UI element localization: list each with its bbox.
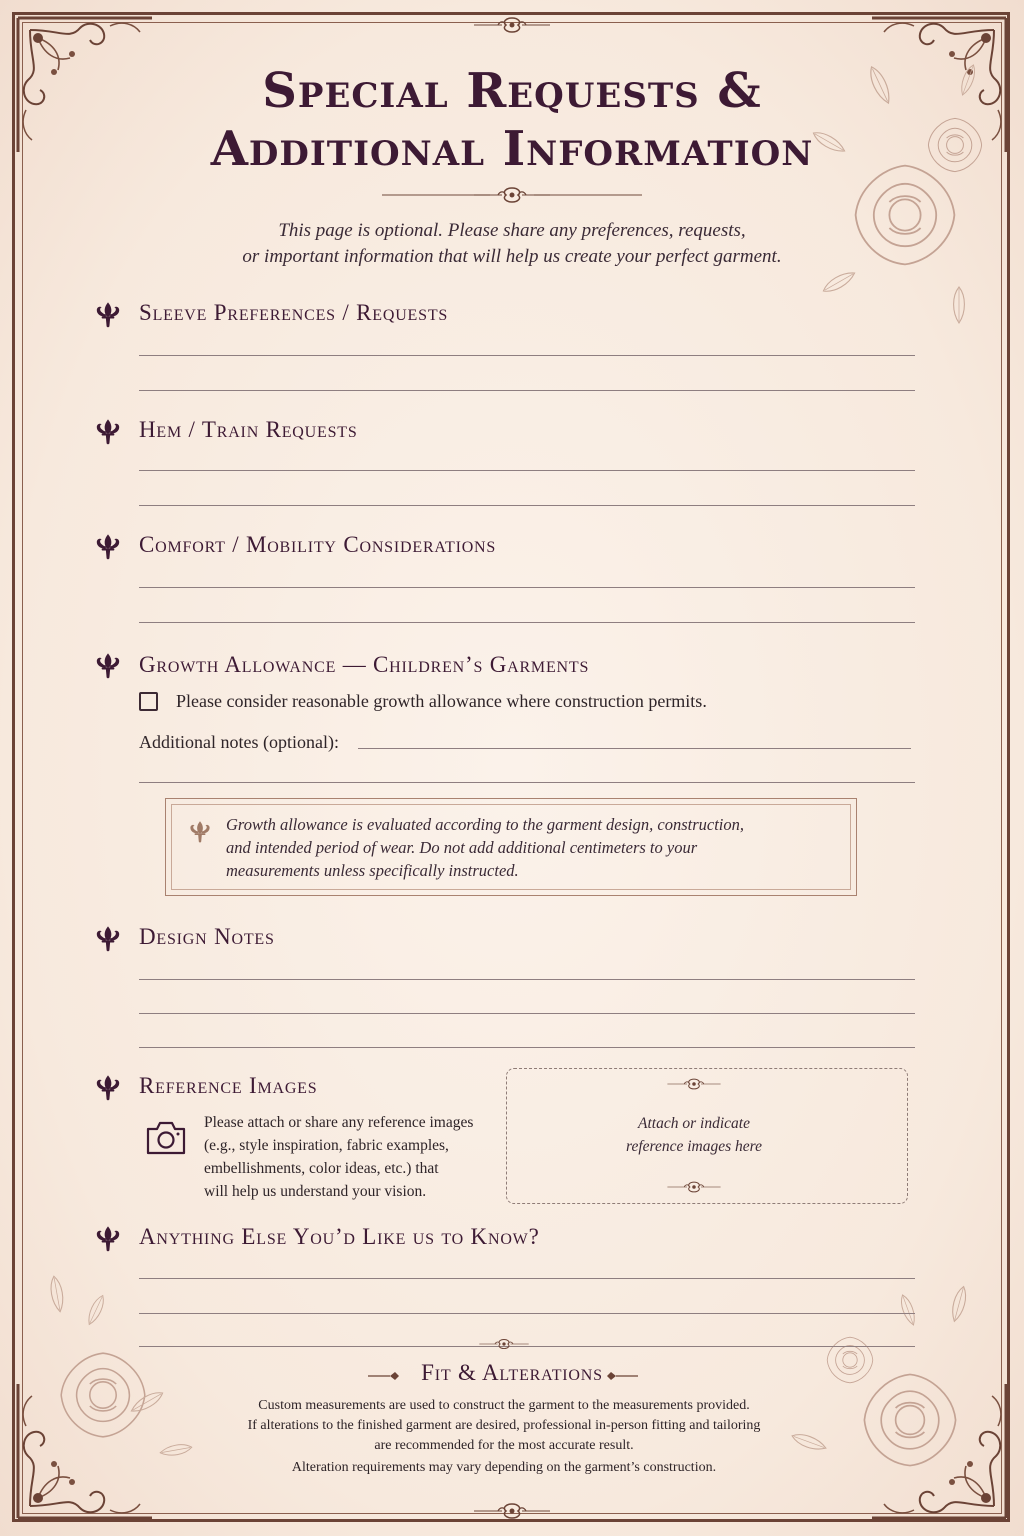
sleeve-writing-line-1[interactable]: [139, 355, 915, 356]
dropzone-text-line-1: Attach or indicate: [638, 1115, 750, 1132]
hem-writing-line-2[interactable]: [139, 505, 915, 506]
reference-text-line-2: (e.g., style inspiration, fabric examples,: [204, 1137, 449, 1154]
fleur-de-lis-icon: [94, 1074, 122, 1102]
fleur-de-lis-icon: [94, 1225, 122, 1253]
page-title-line-2: Additional Information: [210, 121, 814, 177]
fleur-de-lis-icon: [94, 925, 122, 953]
comfort-writing-line-1[interactable]: [139, 587, 915, 588]
comfort-writing-line-2[interactable]: [139, 622, 915, 623]
anything-writing-line-2[interactable]: [139, 1313, 915, 1314]
intro-text-line-1: This page is optional. Please share any preferences, requests,: [278, 220, 746, 241]
design-writing-line-2[interactable]: [139, 1013, 915, 1014]
growth-allowance-checkbox[interactable]: [139, 692, 158, 711]
section-title-hem: Hem / Train Requests: [139, 417, 358, 442]
section-title-growth: Growth Allowance — Children’s Garments: [139, 652, 590, 677]
fleur-de-lis-icon: [188, 820, 212, 844]
fit-text-line-1: Custom measurements are used to construct the garment to the measurements provided.: [258, 1398, 750, 1413]
dropzone-ornament-icon: [666, 1180, 722, 1194]
hem-writing-line-1[interactable]: [139, 470, 915, 471]
design-writing-line-1[interactable]: [139, 979, 915, 980]
top-flourish-icon: [472, 10, 552, 40]
fleur-de-lis-icon: [94, 533, 122, 561]
fit-text-line-3: are recommended for the most accurate result.: [374, 1438, 634, 1453]
section-title-anything-else: Anything Else You’d Like us to Know?: [139, 1224, 540, 1249]
growth-notes-line-1[interactable]: [358, 748, 911, 749]
additional-notes-label: Additional notes (optional):: [139, 732, 339, 752]
growth-note-line-2: and intended period of wear. Do not add additional centimeters to your: [226, 838, 698, 857]
fleur-de-lis-icon: [94, 418, 122, 446]
divider-ornament-icon: [478, 1337, 530, 1351]
growth-note-line-1: Growth allowance is evaluated according to the garment design, construction,: [226, 815, 745, 834]
intro-text-line-2: or important information that will help us create your perfect garment.: [242, 246, 782, 267]
fleur-de-lis-icon: [94, 301, 122, 329]
fit-text-line-4: Alteration requirements may vary depending on the garment’s construction.: [291, 1460, 717, 1475]
sleeve-writing-line-2[interactable]: [139, 390, 915, 391]
page-title-line-1: Special Requests &: [262, 63, 762, 119]
fit-alterations-title: Fit & Alterations: [421, 1360, 603, 1385]
reference-text-line-4: will help us understand your vision.: [204, 1183, 427, 1200]
growth-note-line-3: measurements unless specifically instructed.: [226, 861, 519, 880]
design-writing-line-3[interactable]: [139, 1047, 915, 1048]
dropzone-text-line-2: reference images here: [626, 1138, 762, 1155]
reference-text-line-3: embellishments, color ideas, etc.) that: [204, 1160, 439, 1177]
anything-writing-line-1[interactable]: [139, 1278, 915, 1279]
title-divider-icon: [372, 183, 652, 207]
reference-text-line-1: Please attach or share any reference images: [204, 1114, 474, 1131]
growth-checkbox-label: Please consider reasonable growth allowance where construction permits.: [176, 691, 707, 711]
section-title-sleeve: Sleeve Preferences / Requests: [139, 300, 449, 325]
fleur-de-lis-icon: [94, 652, 122, 680]
camera-icon: [144, 1117, 188, 1157]
section-title-design: Design Notes: [139, 924, 275, 949]
growth-notes-line-2[interactable]: [139, 782, 915, 783]
section-title-reference: Reference Images: [139, 1073, 318, 1098]
fit-text-line-2: If alterations to the finished garment are desired, professional in-person fitting and tailoring: [247, 1418, 761, 1433]
bottom-flourish-icon: [472, 1496, 552, 1526]
section-title-comfort: Comfort / Mobility Considerations: [139, 532, 497, 557]
dropzone-ornament-icon: [666, 1077, 722, 1091]
